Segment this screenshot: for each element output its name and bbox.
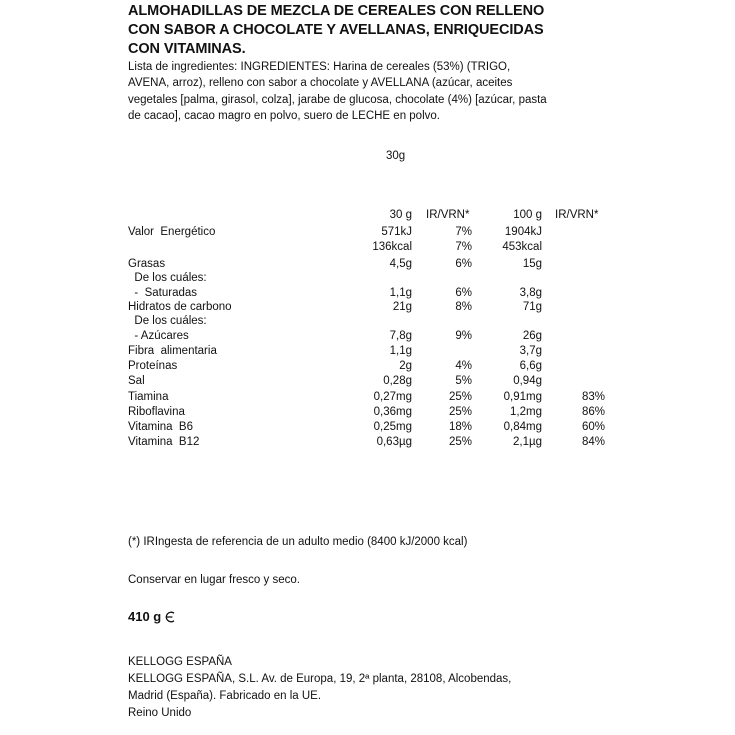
company-heading: KELLOGG ESPAÑA [128,656,232,668]
nutrient-label: Grasas [128,258,166,270]
ingredients-list [128,59,618,124]
header-irvrn-100g: IR/VRN* [555,209,599,221]
value-100g: 3,8g [519,287,542,299]
irvrn-100g: 84% [581,436,605,448]
irvrn-30g: 6% [455,258,472,270]
value-30g: 0,63µg [376,436,412,448]
value-30g: 4,5g [389,258,412,270]
irvrn-30g: 18% [448,421,472,433]
title-line: CON VITAMINAS. [128,41,246,57]
net-weight-value: 410 g [128,609,162,624]
nutrient-label: Proteínas [128,360,178,372]
product-title [128,2,618,59]
ingredients-line: vegetales [palma, girasol, colza], jarabe de glucosa, chocolate (4%) [azúcar, pasta [128,93,547,106]
value-30g: 0,36mg [373,406,412,418]
value-100g: 453kcal [502,241,542,253]
value-30g: 571kJ [381,226,412,238]
irvrn-30g: 7% [455,241,472,253]
value-30g: 0,28g [383,375,412,387]
value-100g: 15g [522,258,542,270]
irvrn-30g: 4% [455,360,472,372]
value-30g: 136kcal [372,241,412,253]
address-line: KELLOGG ESPAÑA, S.L. Av. de Europa, 19, 2ª planta, 28108, Alcobendas, [128,673,512,685]
nutrient-label: De los cuáles: [128,315,207,327]
address-line: Reino Unido [128,707,192,719]
value-30g: 1,1g [389,287,412,299]
irvrn-30g: 8% [455,301,472,313]
irvrn-30g: 9% [455,330,472,342]
title-line: ALMOHADILLAS DE MEZCLA DE CEREALES CON RELLENO [128,3,545,19]
serving-size: 30g [386,150,406,162]
nutrient-label: Valor Energético [128,226,216,238]
irvrn-100g: 60% [581,421,605,433]
address-line: Madrid (España). Fabricado en la UE. [128,690,322,702]
irvrn-30g: 5% [455,375,472,387]
irvrn-30g: 7% [455,226,472,238]
nutrient-label: Hidratos de carbono [128,301,232,313]
value-100g: 71g [522,301,542,313]
value-30g: 0,25mg [373,421,412,433]
nutrient-label: - Saturadas [128,287,198,299]
value-30g: 1,1g [389,345,412,357]
value-100g: 3,7g [519,345,542,357]
header-100g: 100 g [513,209,542,221]
storage-instructions: Conservar en lugar fresco y seco. [128,574,300,586]
ingredients-line: de cacao], cacao magro en polvo, suero de LECHE en polvo. [128,109,440,122]
nutrient-label: Riboflavina [128,406,185,418]
irvrn-100g: 86% [581,406,605,418]
value-100g: 1904kJ [504,226,542,238]
header-30g: 30 g [389,209,412,221]
nutrient-label: - Azúcares [128,330,189,342]
irvrn-30g: 25% [448,436,472,448]
net-weight [128,609,176,624]
value-100g: 6,6g [519,360,542,372]
header-irvrn-30g: IR/VRN* [426,209,470,221]
nutrient-label: Vitamina B6 [128,421,193,433]
value-30g: 2g [399,360,412,372]
value-30g: 7,8g [389,330,412,342]
irvrn-30g: 25% [448,406,472,418]
estimated-e-mark-icon [164,611,176,623]
value-100g: 0,94g [513,375,542,387]
value-100g: 0,91mg [503,391,542,403]
ingredients-line: AVENA, arroz), relleno con sabor a chocolate y AVELLANA (azúcar, aceites [128,77,513,90]
title-line: CON SABOR A CHOCOLATE Y AVELLANAS, ENRIQUECIDAS [128,22,544,38]
nutrient-label: Sal [128,375,145,387]
irvrn-30g: 6% [455,287,472,299]
irvrn-30g: 25% [448,391,472,403]
nutrient-label: Vitamina B12 [128,436,200,448]
value-100g: 1,2mg [510,406,542,418]
ingredients-line: Lista de ingredientes: INGREDIENTES: Harina de cereales (53%) (TRIGO, [128,61,511,73]
value-30g: 21g [392,301,412,313]
nutrient-label: Tiamina [128,391,169,403]
value-100g: 26g [522,330,542,342]
reference-intake-note: (*) IRIngesta de referencia de un adulto medio (8400 kJ/2000 kcal) [128,536,468,548]
value-100g: 0,84mg [503,421,542,433]
value-100g: 2,1µg [512,436,542,448]
nutrient-label: Fibra alimentaria [128,345,217,357]
value-30g: 0,27mg [373,391,412,403]
irvrn-100g: 83% [581,391,605,403]
nutrient-label: De los cuáles: [128,272,207,284]
